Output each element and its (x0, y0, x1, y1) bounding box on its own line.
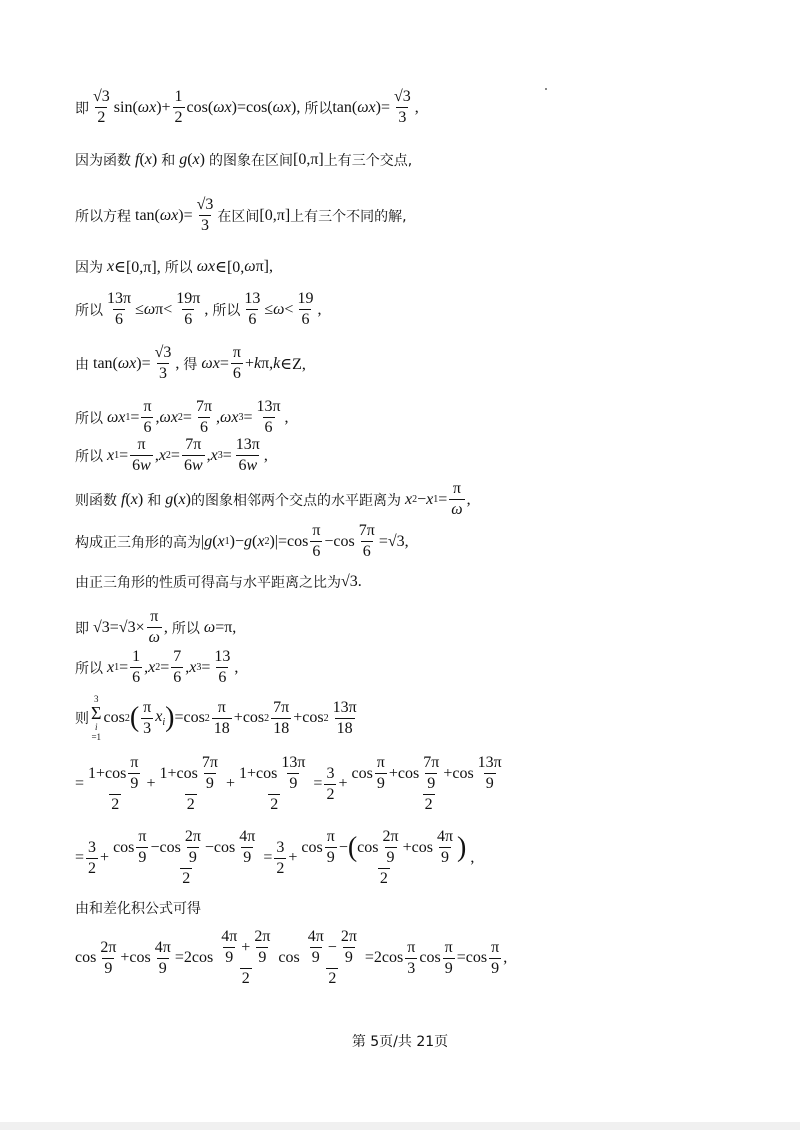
solution-line-10: 构成正三角形的高为 | g ( x 1 )− g ( x 2 )|=cos $\frac{\pi}{6}$ −cos $\frac{7\pi}{6}$ =√3, (75, 522, 409, 560)
solution-line-2: 因为函数 f ( x ) 和 g ( x ) 的图象在区间 [0,π] 上有三个交点, (75, 151, 413, 169)
solution-line-5: 所以 $\frac{13\pi}{6}$ ≤ ω π< $\frac{19\pi}{6}$ , 所以 $\frac{13}{6}$ ≤ ω < $\frac{19}{6}$ , (75, 290, 322, 328)
page-footer: 第 5页/共 21页 (351, 1034, 449, 1050)
solution-line-16: = $\frac{3}{2}$ + cos $\frac{\pi}{9}$ −cos $\frac{2\pi}{9}$ −cos $\frac{4\pi}{9}$ 2 = $\frac{3}{2}$ + cos $\frac{\pi}{9}$ − ( cos $\frac{2\pi}{9}$ +cos $\frac{4\pi}{9}$ ) 2 , (75, 828, 475, 887)
solution-line-6: 由 tan( ωx )= $\frac{√3}{3}$ , 得 ωx = $\frac{\pi}{6}$ + k π, k ∈Z, (75, 344, 306, 382)
solution-line-11: 由正三角形的性质可得高与水平距离之比为 √3. (75, 573, 362, 591)
solution-line-15: = 1+cos $\frac{\pi}{9}$ 2 + 1+cos $\frac{7\pi}{9}$ 2 + 1+cos $\frac{13\pi}{9}$ 2 = $\frac{3}{2}$ + cos $\frac{\pi}{9}$ +cos $\frac{7\pi}{9}$ +cos $\frac{13\pi}{9}$ 2 (75, 754, 502, 813)
solution-line-3: 所以方程 tan( ωx )= $\frac{√3}{3}$ 在区间 [0,π] 上有三个不同的解, (75, 196, 407, 234)
solution-line-8: 所以 x 1 = π 6 w , x 2 = 7π 6 w , x 3 = 13π 6 w , (75, 436, 268, 474)
solution-line-7: 所以 ωx 1 = $\frac{\pi}{6}$ , ωx 2 = $\frac{7\pi}{6}$ , ωx 3 = $\frac{13\pi}{6}$ , (75, 398, 289, 436)
solution-line-1: 即 $\frac{√3}{2}$ sin( ωx )+ $\frac{1}{2}$ cos( ωx )=cos( ωx ), 所以 tan( ωx )= $\frac{√3}{3}$ , (75, 88, 419, 126)
solution-line-17: 由和差化积公式可得 (75, 901, 201, 917)
solution-line-13: 所以 x 1 = $\frac{1}{6}$ , x 2 = $\frac{7}{6}$ , x 3 = $\frac{13}{6}$ , (75, 648, 239, 686)
solution-line-18: cos $\frac{2\pi}{9}$ +cos $\frac{4\pi}{9}$ =2cos $\frac{4\pi}{9}$ + $\frac{2\pi}{9}$ 2 cos $\frac{4\pi}{9}$ − $\frac{2\pi}{9}$ 2 =2cos $\frac{\pi}{3}$ cos $\frac{\pi}{9}$ =cos $\frac{\pi}{9}$ , (75, 928, 508, 987)
page-bottom-edge (0, 1122, 800, 1130)
solution-line-12: 即 √3=√3× $\frac{\pi}{\omega}$ , 所以 ω =π, (75, 608, 237, 646)
solution-line-9: 则函数 f ( x ) 和 g ( x ) 的图象相邻两个交点的水平距离为 x 2 − x 1 = $\frac{\pi}{\omega}$ , (75, 480, 471, 518)
solution-line-4: 因为 x ∈[0,π], 所以 ωx ∈[0, ω π], (75, 258, 273, 276)
solution-line-14: 则 3 Σ i =1 cos 2 ( $\frac{\pi}{3}$ xi ) =cos 2 $\frac{\pi}{18}$ +cos 2 $\frac{7\pi}{18}$ +cos 2 $\frac{13\pi}{18}$ (75, 694, 357, 742)
